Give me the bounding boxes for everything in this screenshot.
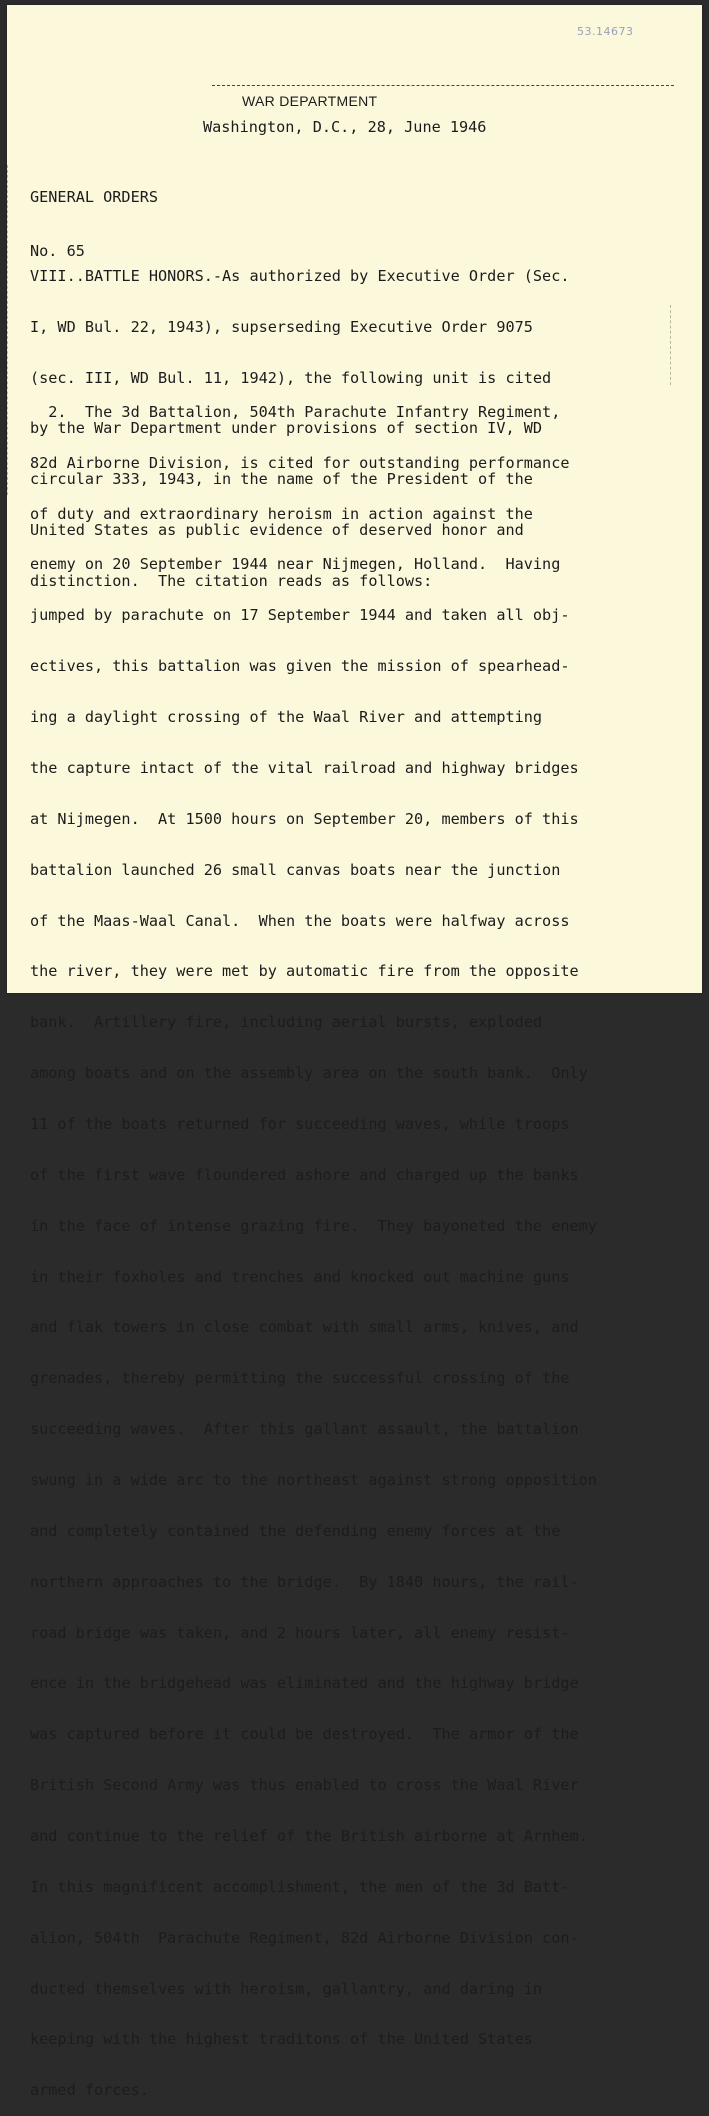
orders-number: No. 65 <box>30 242 85 260</box>
text-line: British Second Army was thus enabled to cross the Waal River <box>30 1776 579 1795</box>
text-line: battalion launched 26 small canvas boats near the junction <box>30 860 561 879</box>
text-line: ence in the bridgehead was eliminated and the highway bridge <box>30 1674 579 1693</box>
text-line: was captured before it could be destroyed. The armor of the <box>30 1725 579 1744</box>
text-line: and flak towers in close combat with small arms, knives, and <box>30 1318 579 1337</box>
right-margin-trace <box>670 305 671 385</box>
text-line: in their foxholes and trenches and knocked out machine guns <box>30 1267 570 1286</box>
text-line: jumped by parachute on 17 September 1944 and taken all obj- <box>30 606 570 625</box>
header-rule <box>212 85 674 86</box>
text-line: the river, they were met by automatic fire from the opposite <box>30 962 579 981</box>
text-line: in the face of intense grazing fire. They bayoneted the enemy <box>30 1216 597 1235</box>
text-line: and completely contained the defending enemy forces at the <box>30 1521 561 1540</box>
text-line: ducted themselves with heroism, gallantry, and daring in <box>30 1979 543 1998</box>
text-line: bank. Artillery fire, including aerial bursts, exploded <box>30 1013 543 1032</box>
text-line: ectives, this battalion was given the mission of spearhead- <box>30 657 570 676</box>
text-line: In this magnificent accomplishment, the men of the 3d Batt- <box>30 1877 570 1896</box>
text-line: road bridge was taken, and 2 hours later, all enemy resist- <box>30 1623 570 1642</box>
text-line: among boats and on the assembly area on the south bank. Only <box>30 1064 588 1083</box>
text-line: at Nijmegen. At 1500 hours on September 20, members of this <box>30 809 579 828</box>
text-line: succeeding waves. After this gallant assault, the battalion <box>30 1420 579 1439</box>
text-line: circular 333, 1943, in the name of the President of the <box>30 470 533 489</box>
text-line: and continue to the relief of the British airborne at Arnhem. <box>30 1826 588 1845</box>
text-line: of duty and extraordinary heroism in action against the <box>30 504 533 523</box>
text-line: grenades, thereby permitting the successful crossing of the <box>30 1369 570 1388</box>
text-line: 2. The 3d Battalion, 504th Parachute Infantry Regiment, <box>30 402 561 421</box>
text-line: I, WD Bul. 22, 1943), supserseding Executive Order 9075 <box>30 317 533 336</box>
archive-catalog-number: 53.14673 <box>577 25 634 38</box>
text-line: 11 of the boats returned for succeeding waves, while troops <box>30 1114 570 1133</box>
department-heading: WAR DEPARTMENT <box>242 93 378 109</box>
text-line: of the Maas-Waal Canal. When the boats were halfway across <box>30 911 570 930</box>
orders-title: GENERAL ORDERS <box>30 188 159 206</box>
text-line: swung in a wide arc to the northeast against strong opposition <box>30 1470 597 1489</box>
text-line: enemy on 20 September 1944 near Nijmegen, Holland. Having <box>30 555 561 574</box>
text-line: the capture intact of the vital railroad and highway bridges <box>30 758 579 777</box>
text-line: United States as public evidence of deserved honor and <box>30 521 524 540</box>
text-line: ing a daylight crossing of the Waal River and attempting <box>30 708 543 727</box>
text-line: armed forces. <box>30 2081 149 2100</box>
text-line: 82d Airborne Division, is cited for outstanding performance <box>30 453 570 472</box>
text-line: distinction. The citation reads as follows: <box>30 572 433 591</box>
left-margin-trace <box>7 165 8 495</box>
text-line: VIII..BATTLE HONORS.-As authorized by Executive Order (Sec. <box>30 266 570 285</box>
citation-paragraph <box>30 370 597 2116</box>
dateline: Washington, D.C., 28, June 1946 <box>203 118 487 136</box>
text-line: by the War Department under provisions of section IV, WD <box>30 419 543 438</box>
text-line: of the first wave floundered ashore and charged up the banks <box>30 1165 579 1184</box>
text-line: keeping with the highest traditons of the United States <box>30 2030 533 2049</box>
text-line: northern approaches to the bridge. By 1840 hours, the rail- <box>30 1572 579 1591</box>
text-line: (sec. III, WD Bul. 11, 1942), the following unit is cited <box>30 368 552 387</box>
text-line: alion, 504th Parachute Regiment, 82d Airborne Division con- <box>30 1928 579 1947</box>
